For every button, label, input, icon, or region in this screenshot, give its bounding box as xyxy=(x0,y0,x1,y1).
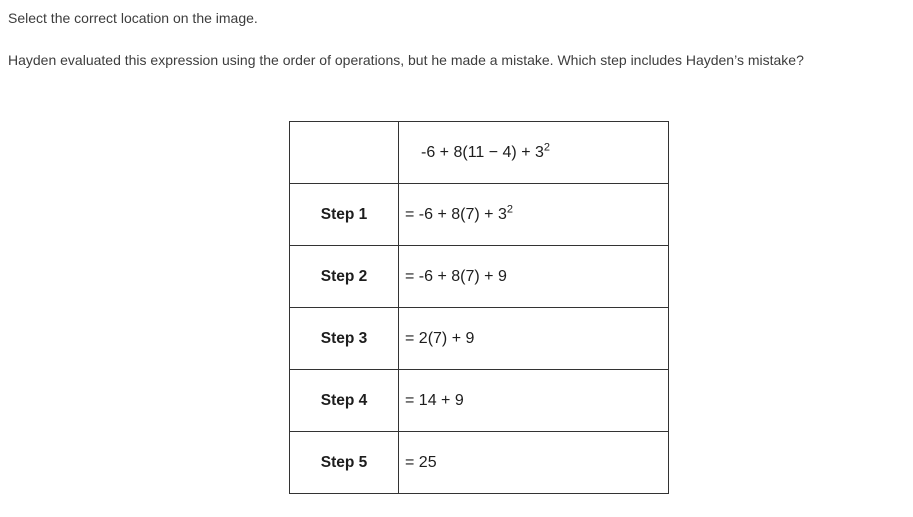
step-row[interactable] xyxy=(290,246,669,308)
expression-base: -6 + 8(11 − 4) + 3 xyxy=(421,143,544,161)
expression-base: = 2(7) + 9 xyxy=(405,329,475,347)
steps-table-body xyxy=(290,122,669,494)
step-label: Step 1 xyxy=(320,205,368,223)
step-label-cell xyxy=(290,370,399,432)
step-label: Step 5 xyxy=(320,453,368,471)
step-row[interactable] xyxy=(290,432,669,494)
step-expression-cell xyxy=(399,370,669,432)
step-label-cell xyxy=(290,432,399,494)
step-row[interactable] xyxy=(290,184,669,246)
expression-base: = -6 + 8(7) + 3 xyxy=(405,205,507,223)
expression-exponent: 2 xyxy=(543,141,551,154)
expression-base: = 14 + 9 xyxy=(405,391,464,409)
expression-base: = -6 + 8(7) + 9 xyxy=(405,267,507,285)
step-label-cell xyxy=(290,308,399,370)
step-label: Step 2 xyxy=(320,267,368,285)
step-label-cell xyxy=(290,246,399,308)
step-label: Step 4 xyxy=(320,391,368,409)
step-label-cell xyxy=(290,184,399,246)
step-expression-cell xyxy=(399,308,669,370)
original-expression-cell xyxy=(399,122,669,184)
steps-table-container xyxy=(289,121,669,494)
question-text: Hayden evaluated this expression using the order of operations, but he made a mistake. Which step includes Hayden’s mistake? xyxy=(8,52,804,68)
step-label-cell xyxy=(290,122,399,184)
step-row[interactable] xyxy=(290,370,669,432)
instruction-text: Select the correct location on the image. xyxy=(8,10,258,26)
step-expression-cell xyxy=(399,246,669,308)
steps-table xyxy=(289,121,669,494)
step-row[interactable] xyxy=(290,308,669,370)
step-expression-cell xyxy=(399,184,669,246)
step-label: Step 3 xyxy=(320,329,368,347)
step-expression-cell xyxy=(399,432,669,494)
expression-exponent: 2 xyxy=(506,203,513,216)
expression-header-row xyxy=(290,122,669,184)
expression-base: = 25 xyxy=(405,453,437,471)
